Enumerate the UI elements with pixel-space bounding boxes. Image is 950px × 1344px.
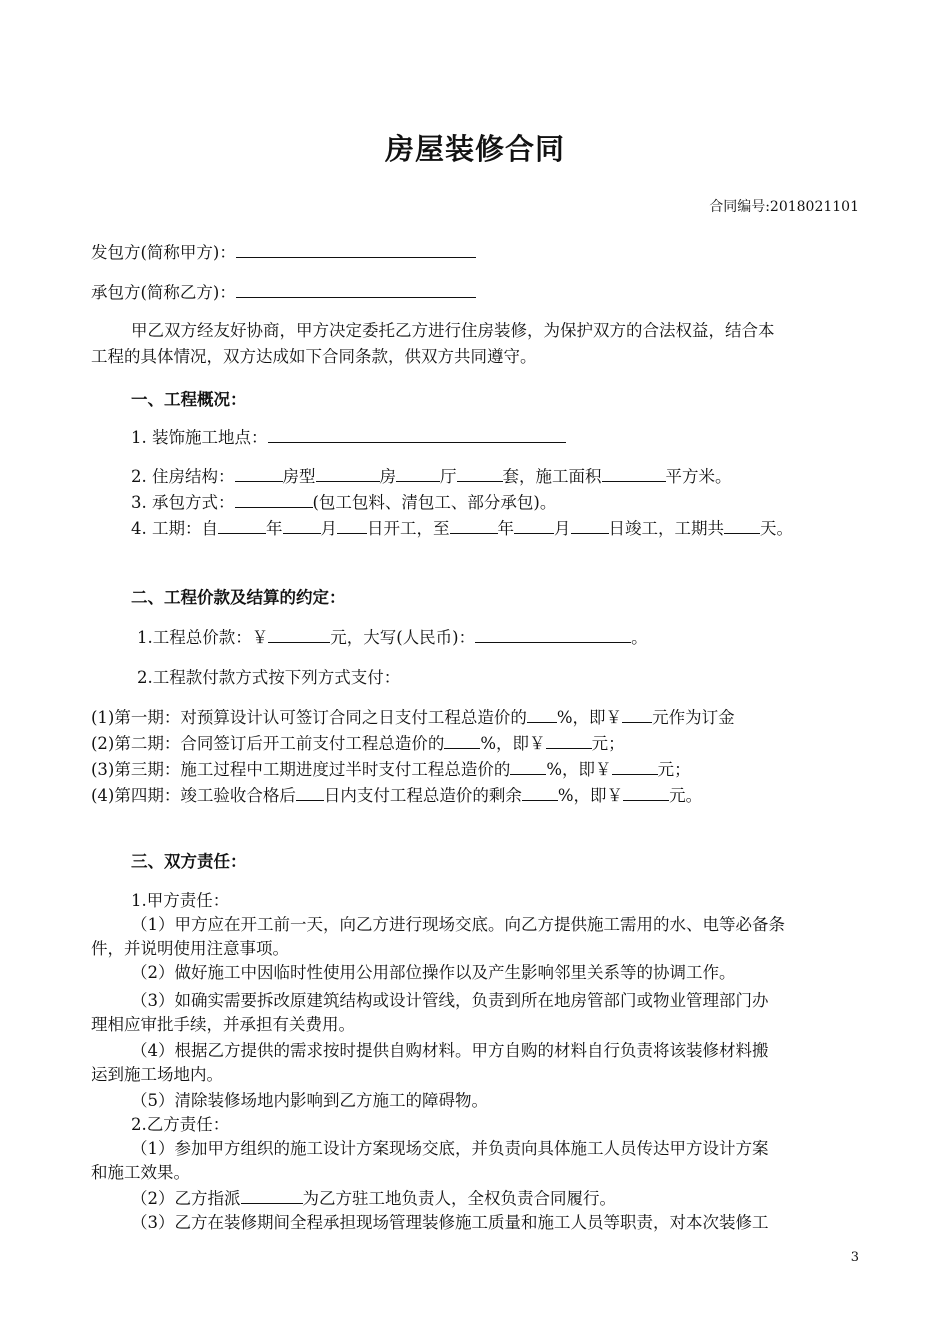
party-a-duty-1-line-2: 件，并说明使用注意事项。 — [91, 939, 289, 958]
text: (包工包料、清包工、部分承包)。 — [312, 493, 557, 512]
party-a-blank — [236, 243, 476, 258]
party-b-label: 承包方(简称乙方)： — [91, 283, 236, 302]
party-a-duty-2: （2）做好施工中因临时性使用公用部位操作以及产生影响邻里关系等的协调工作。 — [131, 963, 736, 982]
party-b-duty-1-line-1: （1）参加甲方组织的施工设计方案现场交底，并负责向具体施工人员传达甲方设计方案 — [131, 1139, 769, 1158]
blank — [571, 519, 609, 534]
party-b-duty-1-line-2: 和施工效果。 — [91, 1163, 190, 1182]
blank — [475, 628, 631, 643]
text: 天。 — [760, 519, 793, 538]
text: 元，大写(人民币)： — [330, 628, 476, 647]
text: 房 — [379, 467, 396, 486]
blank — [514, 519, 554, 534]
blank — [510, 760, 546, 775]
text: (2)第二期：合同签订后开工前支付工程总造价的 — [91, 734, 445, 753]
text: 日竣工，工期共 — [608, 519, 724, 538]
text: (1)第一期：对预算设计认可签订合同之日支付工程总造价的 — [91, 708, 527, 727]
blank — [337, 519, 367, 534]
section-1-item-1 — [131, 427, 566, 449]
blank — [623, 786, 669, 801]
text: 月 — [554, 519, 571, 538]
blank — [602, 467, 666, 482]
section-1-item-4 — [131, 518, 793, 540]
blank — [218, 519, 266, 534]
party-a-duty-3-line-1: （3）如确实需要拆改原建筑结构或设计管线，负责到所在地房管部门或物业管理部门办 — [131, 991, 769, 1010]
text: 月 — [320, 519, 337, 538]
text: 年 — [497, 519, 514, 538]
blank — [396, 467, 440, 482]
blank — [268, 628, 330, 643]
text: 元。 — [669, 786, 703, 805]
text: %，即￥ — [557, 786, 624, 805]
payment-phase-4 — [91, 785, 702, 807]
party-a-duty-4-line-1: （4）根据乙方提供的需求按时提供自购材料。甲方自购的材料自行负责将该装修材料搬 — [131, 1041, 769, 1060]
party-a-duty-3-line-2: 理相应审批手续，并承担有关费用。 — [91, 1015, 355, 1034]
text: 元； — [591, 734, 625, 753]
blank — [235, 493, 313, 508]
site-address-blank — [268, 428, 566, 443]
text: 套，施工面积 — [502, 467, 602, 486]
intro-line-2: 工程的具体情况，双方达成如下合同条款，供双方共同遵守。 — [91, 347, 537, 366]
section-2-item-1 — [137, 627, 648, 649]
text: （2）乙方指派 — [131, 1189, 241, 1208]
payment-phase-3 — [91, 759, 691, 781]
party-b-line — [91, 282, 476, 304]
site-manager-blank — [241, 1189, 303, 1204]
section-2-item-2: 2.工程款付款方式按下列方式支付： — [137, 668, 401, 687]
document-title: 房屋装修合同 — [384, 132, 565, 166]
blank — [522, 786, 558, 801]
page-number: 3 — [850, 1250, 859, 1265]
text: 日内支付工程总造价的剩余 — [323, 786, 522, 805]
blank — [546, 734, 592, 749]
party-b-duties-heading: 2.乙方责任： — [131, 1115, 230, 1134]
section-3-heading: 三、双方责任： — [131, 852, 247, 871]
text: (3)第三期：施工过程中工期进度过半时支付工程总造价的 — [91, 760, 511, 779]
blank — [444, 734, 480, 749]
blank — [235, 467, 283, 482]
party-a-duty-4-line-2: 运到施工场地内。 — [91, 1065, 223, 1084]
payment-phase-2 — [91, 733, 625, 755]
blank — [450, 519, 498, 534]
text: 房型 — [282, 467, 316, 486]
blank — [283, 519, 321, 534]
party-b-duty-3-line-1: （3）乙方在装修期间全程承担现场管理装修施工质量和施工人员等职责，对本次装修工 — [131, 1213, 769, 1232]
text: 厅 — [440, 467, 457, 486]
section-1-heading: 一、工程概况： — [131, 390, 247, 409]
item-2-label: 2. 住房结构： — [131, 467, 235, 486]
blank — [724, 519, 760, 534]
item-1-label: 1. 装饰施工地点： — [131, 428, 268, 447]
blank — [527, 708, 557, 723]
section-1-item-3 — [131, 492, 556, 514]
text: 年 — [266, 519, 283, 538]
party-b-duty-2 — [131, 1188, 616, 1210]
blank — [316, 467, 380, 482]
payment-phase-1 — [91, 707, 735, 729]
total-price-label: 1.工程总价款：￥ — [137, 628, 269, 647]
text: 。 — [631, 628, 648, 647]
text: 元作为订金 — [652, 708, 735, 727]
text: %，即￥ — [480, 734, 546, 753]
blank — [612, 760, 658, 775]
contract-number: 合同编号:2018021101 — [709, 199, 859, 215]
party-a-line — [91, 242, 476, 264]
intro-line-1: 甲乙双方经友好协商，甲方决定委托乙方进行住房装修，为保护双方的合法权益，结合本 — [131, 321, 775, 340]
party-b-blank — [236, 283, 476, 298]
party-a-duty-1-line-1: （1）甲方应在开工前一天，向乙方进行现场交底。向乙方提供施工需用的水、电等必备条 — [131, 915, 785, 934]
section-1-item-2 — [131, 466, 732, 488]
text: 日开工，至 — [367, 519, 450, 538]
item-4-label: 4. 工期：自 — [131, 519, 218, 538]
blank — [622, 708, 652, 723]
blank — [296, 786, 324, 801]
party-a-duties-heading: 1.甲方责任： — [131, 891, 230, 910]
text: 为乙方驻工地负责人，全权负责合同履行。 — [302, 1189, 616, 1208]
blank — [457, 467, 503, 482]
item-3-label: 3. 承包方式： — [131, 493, 235, 512]
party-a-duty-5: （5）清除装修场地内影响到乙方施工的障碍物。 — [131, 1091, 488, 1110]
text: 平方米。 — [665, 467, 732, 486]
text: (4)第四期：竣工验收合格后 — [91, 786, 296, 805]
party-a-label: 发包方(简称甲方)： — [91, 243, 236, 262]
text: 元； — [657, 760, 691, 779]
text: %，即￥ — [546, 760, 612, 779]
text: %，即￥ — [556, 708, 623, 727]
section-2-heading: 二、工程价款及结算的约定： — [131, 588, 346, 607]
